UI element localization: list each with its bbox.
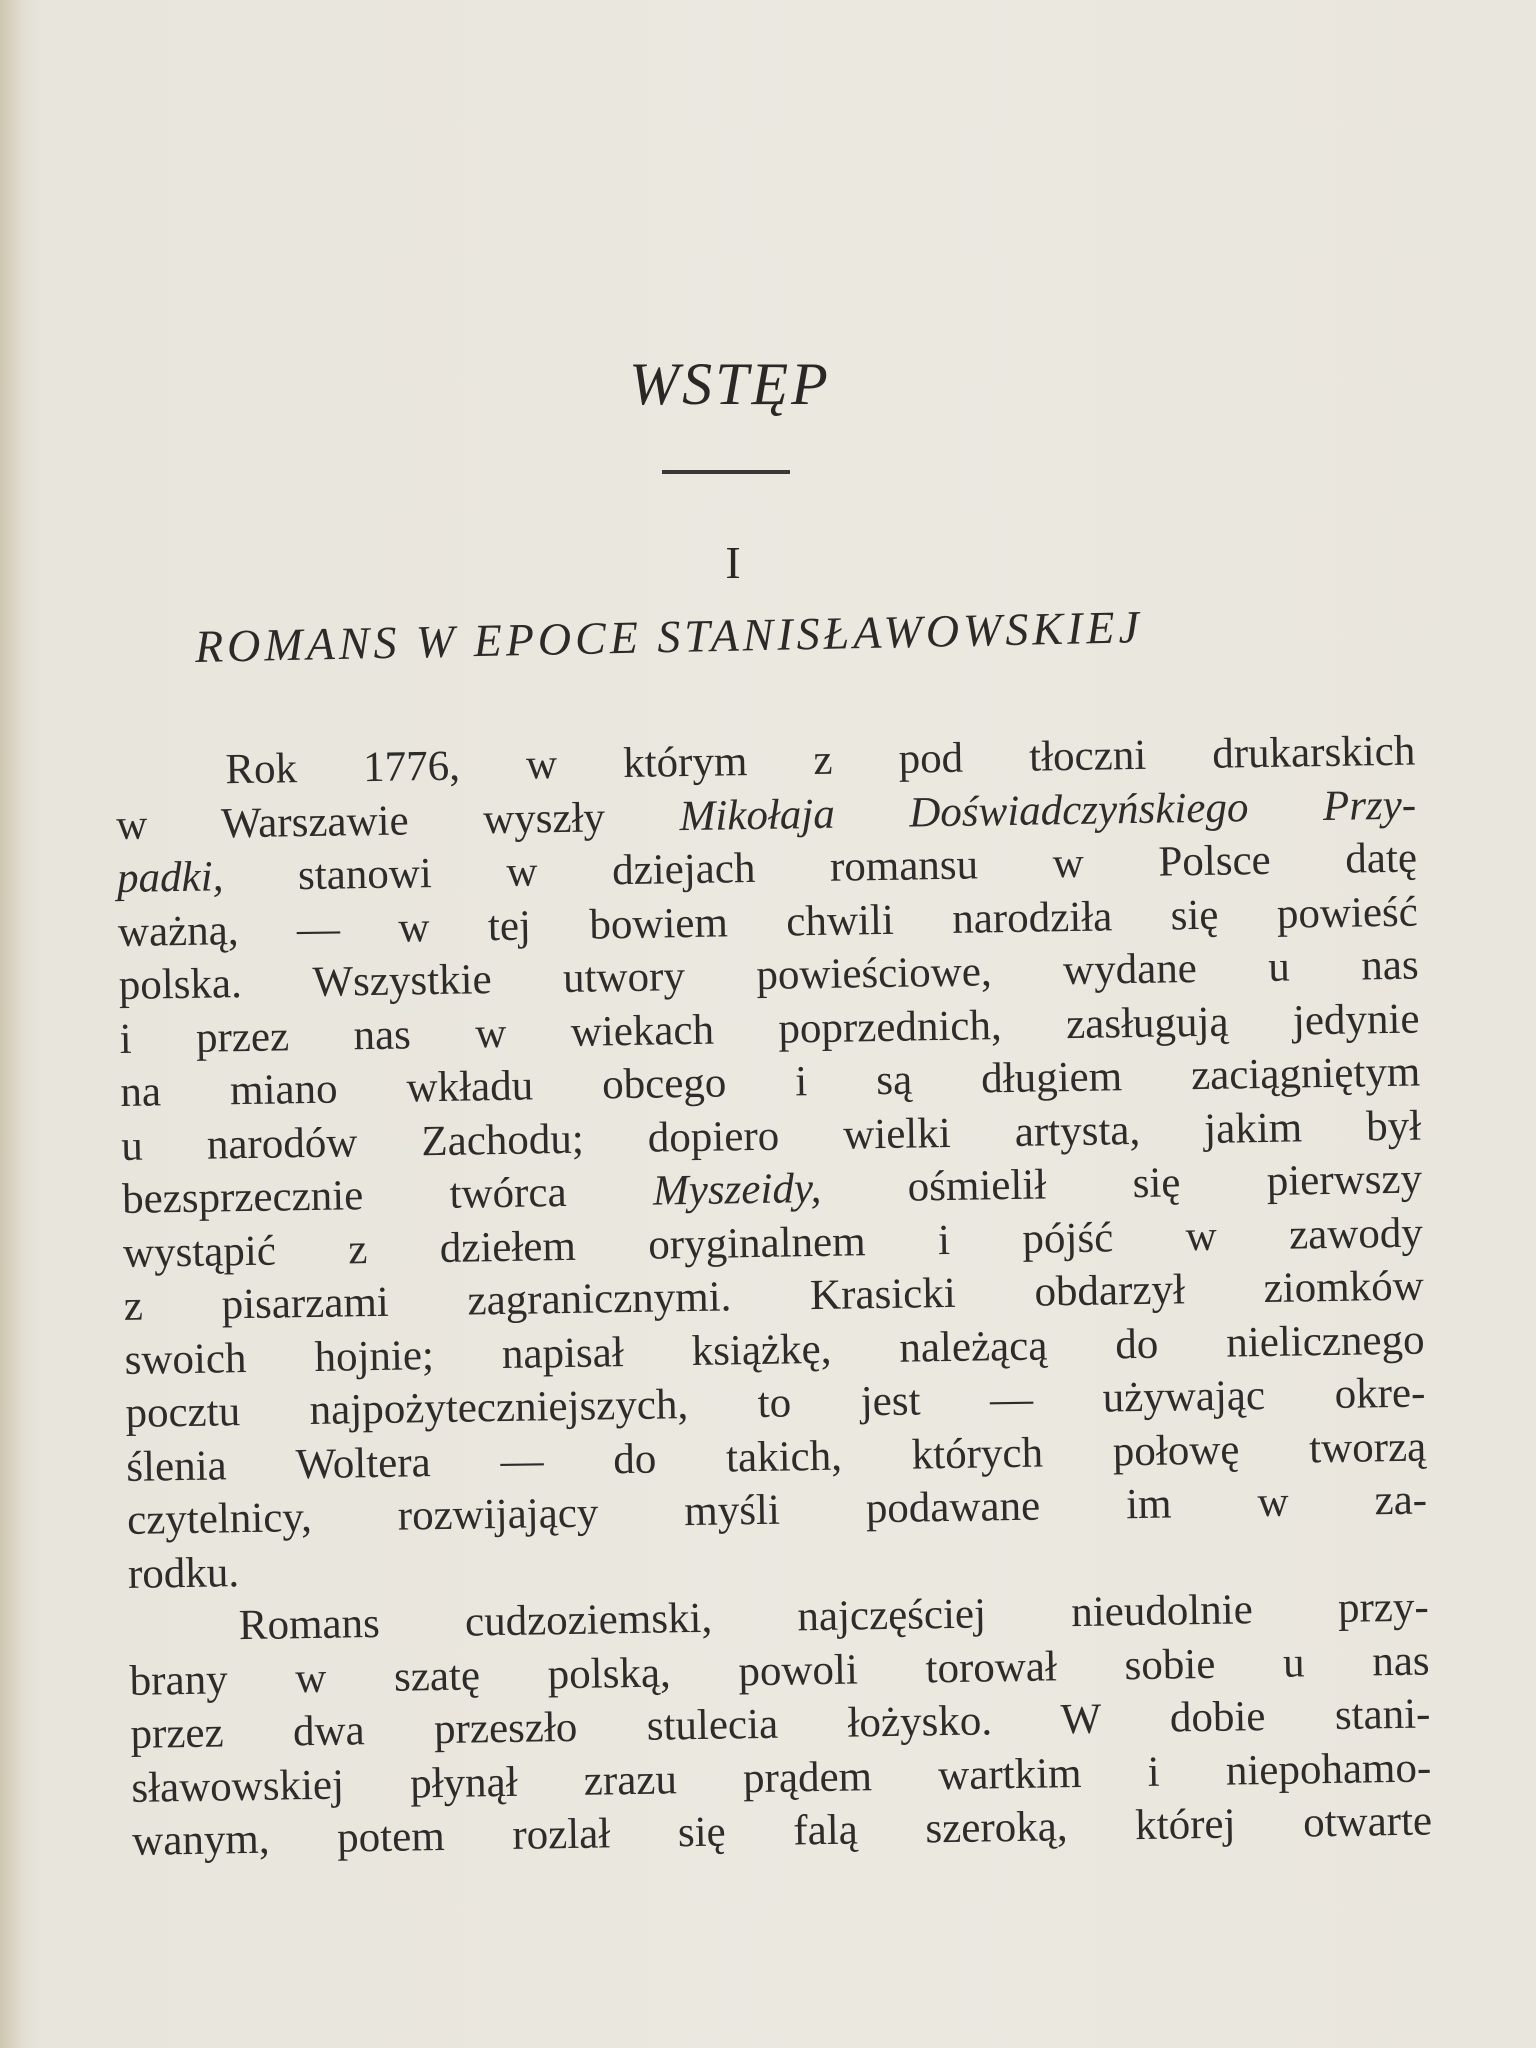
text-line: bezsprzecznie twórca Myszeidy, ośmielił się pierwszy <box>121 1155 1423 1223</box>
text-line: Romans cudzoziemski, najczęściej nieudolnie przy- <box>238 1583 1430 1650</box>
title-divider <box>662 470 790 474</box>
page-gutter-edge <box>0 0 22 2048</box>
chapter-title: ROMANS W EPOCE STANISŁAWOWSKIEJ <box>194 601 1144 672</box>
text-line: rodku. <box>127 1548 240 1598</box>
text-line: ślenia Woltera — do takich, których połowę tworzą <box>125 1422 1427 1491</box>
text-line: z pisarzami zagranicznymi. Krasicki obdarzył ziomków <box>123 1262 1425 1330</box>
text-line: czytelnicy, rozwijający myśli podawane im w za- <box>126 1476 1428 1544</box>
text-line: brany w szatę polską, powoli torował sobie u nas <box>129 1636 1430 1705</box>
text-line: w Warszawie wyszły Mikołaja Doświadczyńskiego Przy- <box>115 781 1417 849</box>
text-line: wanym, potem rozlał się falą szeroką, której otwarte <box>131 1797 1433 1865</box>
text-line: ważną, — w tej bowiem chwili narodziła się powieść <box>117 888 1419 956</box>
body-text <box>115 725 1432 1869</box>
text-line: padki, stanowi w dziejach romansu w Polsce datę <box>116 834 1418 902</box>
text-line: polska. Wszystkie utwory powieściowe, wydane u nas <box>118 941 1419 1009</box>
text-line: pocztu najpożyteczniejszych, to jest — używając okre- <box>125 1369 1426 1437</box>
book-title-italic: Myszeidy, <box>652 1164 822 1215</box>
text-line: Rok 1776, w którym z pod tłoczni drukarskich <box>225 727 1416 794</box>
text-line: przez dwa przeszło stulecia łożysko. W dobie stani- <box>130 1690 1431 1758</box>
book-title-italic: padki, <box>116 853 224 902</box>
section-number: I <box>725 537 741 588</box>
text-line: swoich hojnie; napisał książkę, należącą do nielicznego <box>124 1316 1425 1384</box>
text-line: wystąpić z dziełem oryginalnem i pójść w zawody <box>122 1209 1424 1277</box>
text-line: na miano wkładu obcego i są długiem zaciągniętym <box>120 1048 1421 1116</box>
text-line: u narodów Zachodu; dopiero wielki artysta, jakim był <box>120 1102 1422 1170</box>
text-line: sławowskiej płynął zrazu prądem wartkim i niepohamo- <box>131 1743 1432 1812</box>
page-title: WSTĘP <box>629 351 831 417</box>
book-title-italic: Mikołaja Doświadczyńskiego Przy- <box>679 781 1417 840</box>
text-line: i przez nas w wiekach poprzednich, zasługują jedynie <box>119 995 1420 1063</box>
